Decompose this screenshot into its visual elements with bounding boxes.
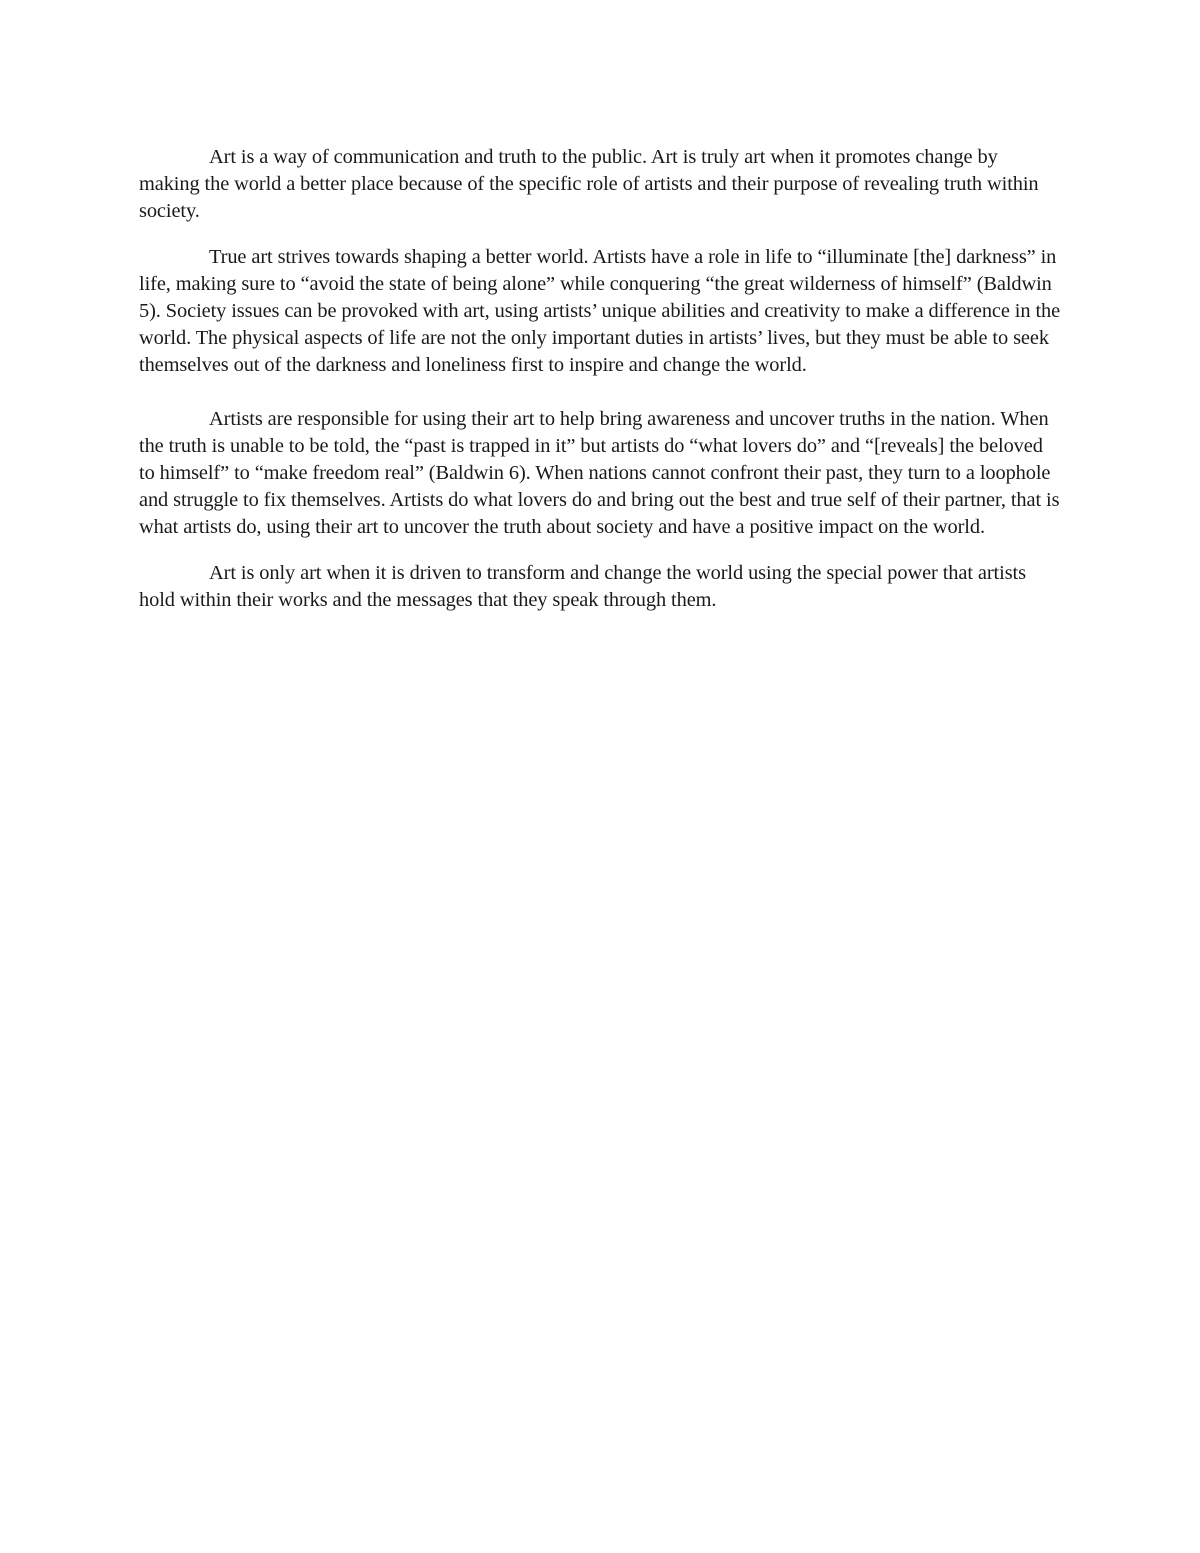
paragraph-3: Artists are responsible for using their art to help bring awareness and uncover truths in the nation. When the truth is unable to be told, the “past is trapped in it” but artists do “what lovers do” and “[reveals] the beloved to himself” to “make freedom real” (Baldwin 6). When nations cannot confront their past, they turn to a loophole and struggle to fix themselves. Artists do what lovers do and bring out the best and true self of their partner, that is what artists do, using their art to uncover the truth about society and have a positive impact on the world. (139, 407, 1060, 539)
document-body (139, 144, 1063, 632)
paragraph-1: Art is a way of communication and truth to the public. Art is truly art when it promotes change by making the world a better place because of the specific role of artists and their purpose of revealing truth within society. (139, 146, 1039, 223)
paragraph-2: True art strives towards shaping a better world. Artists have a role in life to “illuminate [the] darkness” in life, making sure to “avoid the state of being alone” while conquering “the great wilderness of himself” (Baldwin 5). Society issues can be provoked with art, using artists’ unique abilities and creativity to make a difference in the world. The physical aspects of life are not the only important duties in artists’ lives, but they must be able to seek themselves out of the darkness and loneliness first to inspire and change the world. (139, 245, 1061, 377)
paragraph-4: Art is only art when it is driven to transform and change the world using the special power that artists hold within their works and the messages that they speak through them. (139, 561, 1026, 611)
